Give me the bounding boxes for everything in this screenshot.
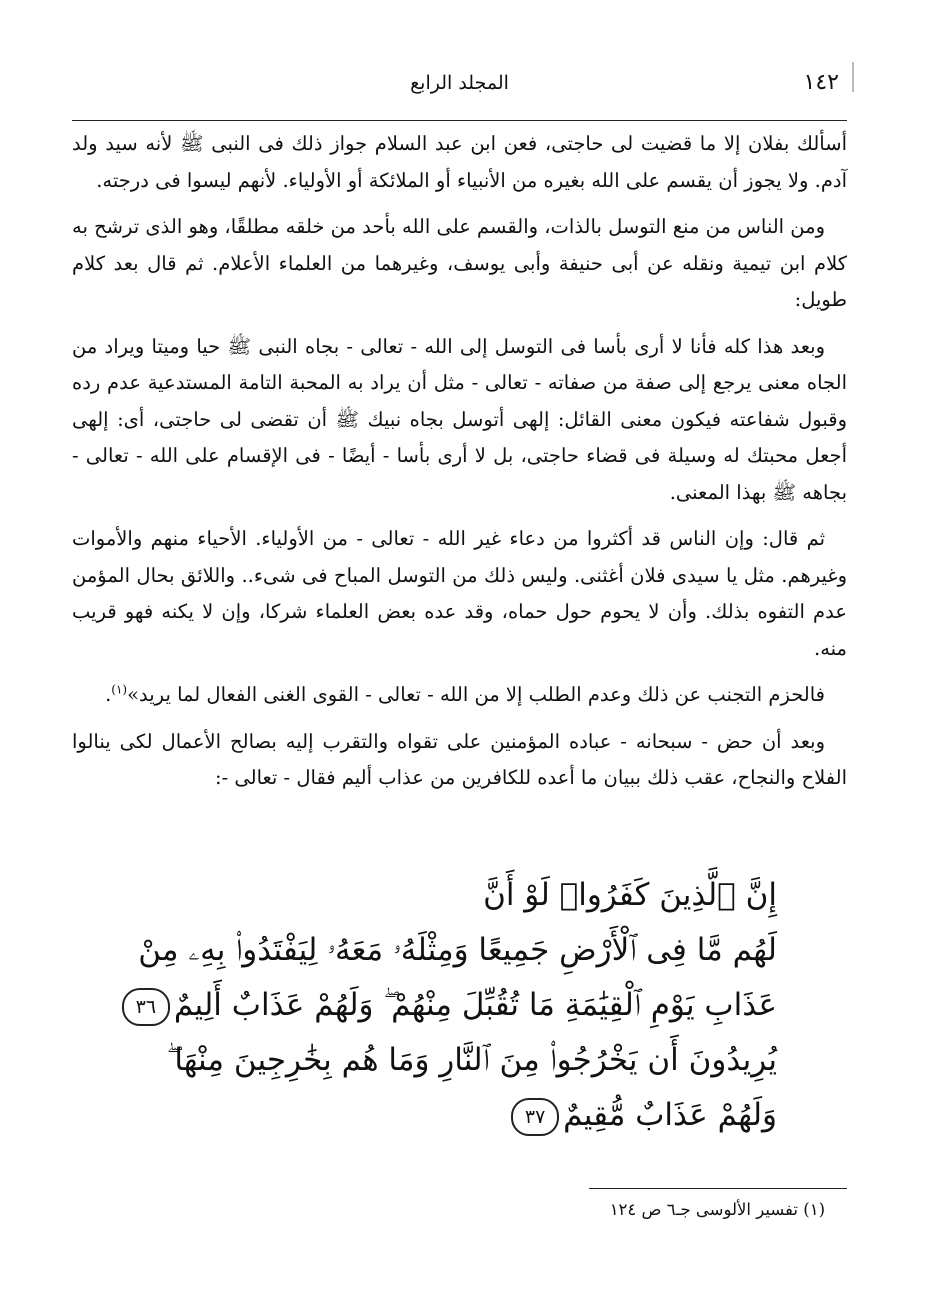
footnote: (١) تفسير الألوسى جـ٦ ص ١٢٤ — [609, 1200, 825, 1219]
quran-line-1: إِنَّ ٱلَّذِينَ كَفَرُوا۟ لَوْ أَنَّ — [483, 877, 777, 913]
running-title: المجلد الرابع — [410, 72, 509, 94]
paragraph-2: ومن الناس من منع التوسل بالذات، والقسم على الله بأحد من خلقه مطلقًا، وهو الذى ترشح به كلام ابن تيمية ونقله عن أبى حنيفة وأبى يوسف، وغيرهما من العلماء الأعلام. ثم قال بعد كلام طويل: — [72, 215, 847, 311]
quran-line-2: لَهُم مَّا فِى ٱلْأَرْضِ جَمِيعًا وَمِثْلَهُۥ مَعَهُۥ لِيَفْتَدُوا۟ بِهِۦ مِنْ — [138, 932, 777, 968]
ayah-number-37: ٣٧ — [511, 1098, 559, 1136]
footnote-marker: (١) — [111, 682, 128, 697]
quran-line-4: يُرِيدُونَ أَن يَخْرُجُوا۟ مِنَ ٱلنَّارِ وَمَا هُم بِخَٰرِجِينَ مِنْهَا ۖ — [166, 1042, 777, 1078]
quran-line-3-text: عَذَابِ يَوْمِ ٱلْقِيَٰمَةِ مَا تُقُبِّلَ مِنْهُمْ ۖ وَلَهُمْ عَذَابٌ أَلِيمٌ — [173, 987, 777, 1023]
scan-edge-mark — [852, 62, 854, 92]
header-rule — [72, 120, 847, 121]
ayah-number-36: ٣٦ — [122, 988, 170, 1026]
footnote-rule — [589, 1188, 847, 1189]
book-page — [72, 60, 847, 1280]
paragraph-6: وبعد أن حض - سبحانه - عباده المؤمنين على تقواه والتقرب إليه بصالح الأعمال لكى ينالوا الفلاح والنجاح، عقب ذلك ببيان ما أعده للكافرين من عذاب أليم فقال - تعالى -: — [72, 729, 847, 789]
paragraph-5: فالحزم التجنب عن ذلك وعدم الطلب إلا من الله - تعالى - القوى الغنى الفعال لما يريد»$^{(١)}$. — [105, 682, 825, 706]
quran-line-5-text: وَلَهُمْ عَذَابٌ مُّقِيمٌ — [563, 1097, 777, 1133]
quran-verses — [135, 868, 777, 1143]
paragraph-4: ثم قال: وإن الناس قد أكثروا من دعاء غير الله - تعالى - من الأولياء. الأحياء منهم والأموات وغيرهم. مثل يا سيدى فلان أغثنى. وليس ذلك من التوسل المباح فى شىء.. واللائق بحال المؤمن عدم التفوه بذلك. وأن لا يحوم حول حماه، وقد عده بعض العلماء شركا، وإن لا يكنه فهو قريب منه. — [72, 527, 847, 660]
quran-line-5 — [192, 1088, 777, 1143]
page-header — [72, 66, 847, 106]
page-number: ١٤٢ — [803, 70, 839, 95]
quran-line-3 — [135, 978, 777, 1033]
paragraph-1: أسألك بفلان إلا ما قضيت لى حاجتى، فعن ابن عبد السلام جواز ذلك فى النبى ﷺ لأنه سيد ولد آدم. ولا يجوز أن يقسم على الله بغيره من الأنبياء أو الملائكة أو الأولياء. لأنهم ليسوا فى درجته. — [72, 132, 847, 192]
body-text — [72, 126, 847, 807]
paragraph-3: وبعد هذا كله فأنا لا أرى بأسا فى التوسل إلى الله - تعالى - بجاه النبى ﷺ حيا وميتا ويراد من الجاه معنى يرجع إلى صفة من صفاته - تعالى - مثل أن يراد به المحبة التامة المستدعية عدم رده وقبول شفاعته فيكون معنى القائل: إلهى أتوسل بجاه نبيك ﷺ أن تقضى لى حاجتى، أى: إلهى أجعل محبتك له وسيلة فى قضاء حاجتى، بل لا أرى بأسا - أيضًا - فى الإقسام على الله - تعالى - بجاهه ﷺ بهذا المعنى. — [72, 334, 847, 504]
paragraph-5-text: فالحزم التجنب عن ذلك وعدم الطلب إلا من الله - تعالى - القوى الغنى الفعال لما يريد» — [127, 683, 825, 706]
